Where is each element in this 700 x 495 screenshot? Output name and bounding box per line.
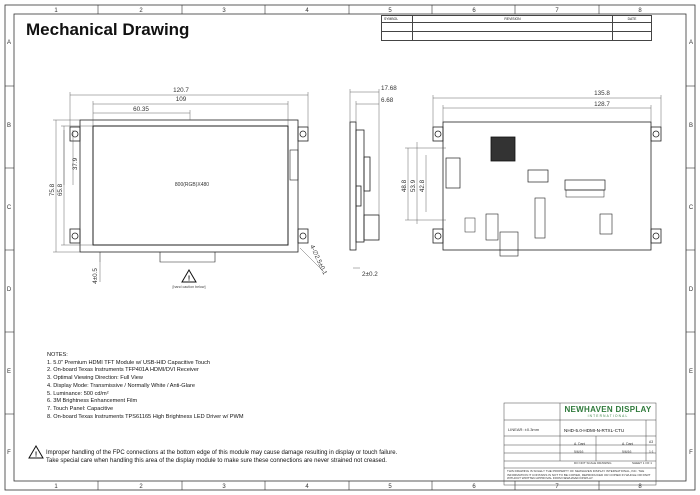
sheet-size: A3 — [649, 440, 654, 444]
dim-rear-width-inner: 128.7 — [594, 101, 610, 108]
company-logo — [562, 405, 654, 418]
col-label: 4 — [305, 484, 309, 490]
col-label: 1 — [54, 8, 58, 14]
part-number: NHD-5.0-HDMI-N-RTXL-CTU — [564, 428, 625, 433]
svg-text:!: ! — [34, 451, 38, 459]
company-subtitle: INTERNATIONAL — [587, 414, 629, 418]
col-label: 3 — [222, 484, 226, 490]
no-scale-note: DO NOT SCALE DRAWING — [574, 461, 612, 465]
dim-depth-panel: 6.68 — [381, 97, 394, 104]
notes-list — [47, 360, 243, 422]
col-label: 8 — [638, 484, 642, 490]
rear-view — [433, 122, 661, 256]
front-view — [70, 120, 308, 262]
revision-col-date: DATE — [613, 16, 652, 23]
note-item: 5. Luminance: 500 cd/m² — [47, 390, 109, 397]
scale: 1:1 — [649, 450, 654, 454]
dim-mount-holes: 4-∅2.5±0.1 — [308, 243, 329, 276]
dim-half-height: 37.9 — [72, 157, 79, 171]
dim-depth-overall: 17.68 — [381, 85, 397, 92]
col-label: 4 — [305, 8, 309, 14]
title-block — [504, 403, 656, 485]
side-view — [350, 122, 379, 250]
dim-rear-width: 135.8 — [594, 90, 610, 97]
col-label: 6 — [472, 8, 476, 14]
warning-line-2: Take special care when handling this area of the display module to make sure these connections are never strained not creased. — [46, 458, 387, 464]
handling-warning — [46, 449, 486, 465]
col-label: 2 — [139, 8, 143, 14]
row-label: B — [688, 123, 694, 129]
dim-height-active: 65.8 — [57, 183, 64, 197]
dim-height-overall: 75.8 — [49, 183, 56, 197]
col-label: 7 — [555, 8, 559, 14]
row-label: F — [689, 450, 693, 456]
company-name: NEWHAVEN DISPLAY — [564, 405, 652, 414]
row-label: F — [7, 450, 11, 456]
warning-line-1: Improper handling of the FPC connections at the bottom edge of this module may cause damage resulting in display or touch failure. — [46, 450, 398, 456]
checked-by: A. Dani — [622, 442, 634, 446]
col-label: 5 — [388, 484, 392, 490]
note-item: 8. On-board Texas Instruments TPS61165 High Brightness LED Driver w/ PWM — [47, 413, 244, 420]
row-label: C — [6, 205, 12, 211]
col-label: 2 — [139, 484, 143, 490]
dim-rear-53: 53.9 — [410, 179, 417, 193]
dim-rear-48: 48.8 — [401, 179, 408, 193]
page-title: Mechanical Drawing — [26, 20, 190, 39]
row-label: D — [688, 287, 694, 293]
notes-heading: NOTES: — [47, 352, 68, 358]
dim-half-width: 60.35 — [133, 106, 149, 113]
resolution-label: 800(RGB)X480 — [174, 182, 210, 188]
note-item: 1. 5.0" Premium HDMI TFT Module w/ USB-HID Capacitive Touch — [47, 359, 211, 366]
row-label: D — [6, 287, 12, 293]
caution-icon — [182, 270, 196, 283]
col-label: 8 — [638, 8, 642, 14]
col-label: 3 — [222, 8, 226, 14]
note-item: 7. Touch Panel: Capacitive — [47, 405, 114, 412]
dim-rear-42: 42.8 — [419, 179, 426, 193]
row-label: A — [6, 40, 12, 46]
drawn-by: A. Dani — [574, 442, 586, 446]
dim-tab-offset: 4±0.5 — [92, 268, 99, 284]
row-label: A — [688, 40, 694, 46]
note-item: 3. Optimal Viewing Direction: Full View — [47, 375, 143, 382]
col-label: 7 — [555, 484, 559, 490]
touch-caption: [hand caution below] — [172, 285, 206, 289]
row-label: E — [688, 369, 694, 375]
note-item: 4. Display Mode: Transmissive / Normally White / Anti-Glare — [47, 382, 195, 389]
date-drawn: 5/6/16 — [574, 450, 584, 454]
row-label: E — [6, 369, 12, 375]
col-label: 1 — [54, 484, 58, 490]
notes-section — [47, 352, 243, 421]
tolerance: LINEAR: ±0.3mm — [508, 427, 540, 432]
col-label: 6 — [472, 484, 476, 490]
note-item: 2. On-board Texas Instruments TFP401A HDMI/DVI Receiver — [47, 367, 199, 374]
date-checked: 5/6/16 — [622, 450, 632, 454]
dim-width-overall: 120.7 — [173, 87, 189, 94]
revision-col-revision: REVISION — [413, 16, 613, 23]
svg-text:!: ! — [187, 275, 191, 283]
revision-block — [381, 15, 652, 41]
row-label: C — [688, 205, 694, 211]
dim-width-active: 109 — [175, 96, 187, 103]
sheet-count: SHEET 1 OF 1 — [632, 461, 652, 465]
note-item: 6. 3M Brightness Enhancement Film — [47, 398, 138, 405]
row-label: B — [6, 123, 12, 129]
warning-icon — [29, 446, 43, 459]
copyright-footer: THIS DRAWING IS SOLELY THE PROPERTY OF NEWHAVEN DISPLAY INTERNATIONAL, INC. THE INFORMATION IT CONTAINS IS NOT TO BE COPIED, REPRODUCED OR COPIED IN WHOLE OR PART WITHOUT WRITTEN APPROVAL FROM NEWHAVEN DISPLAY. — [507, 469, 651, 481]
col-label: 5 — [388, 8, 392, 14]
revision-col-symbol: SYMBOL — [382, 16, 413, 23]
dim-glass: 2±0.2 — [362, 271, 378, 278]
